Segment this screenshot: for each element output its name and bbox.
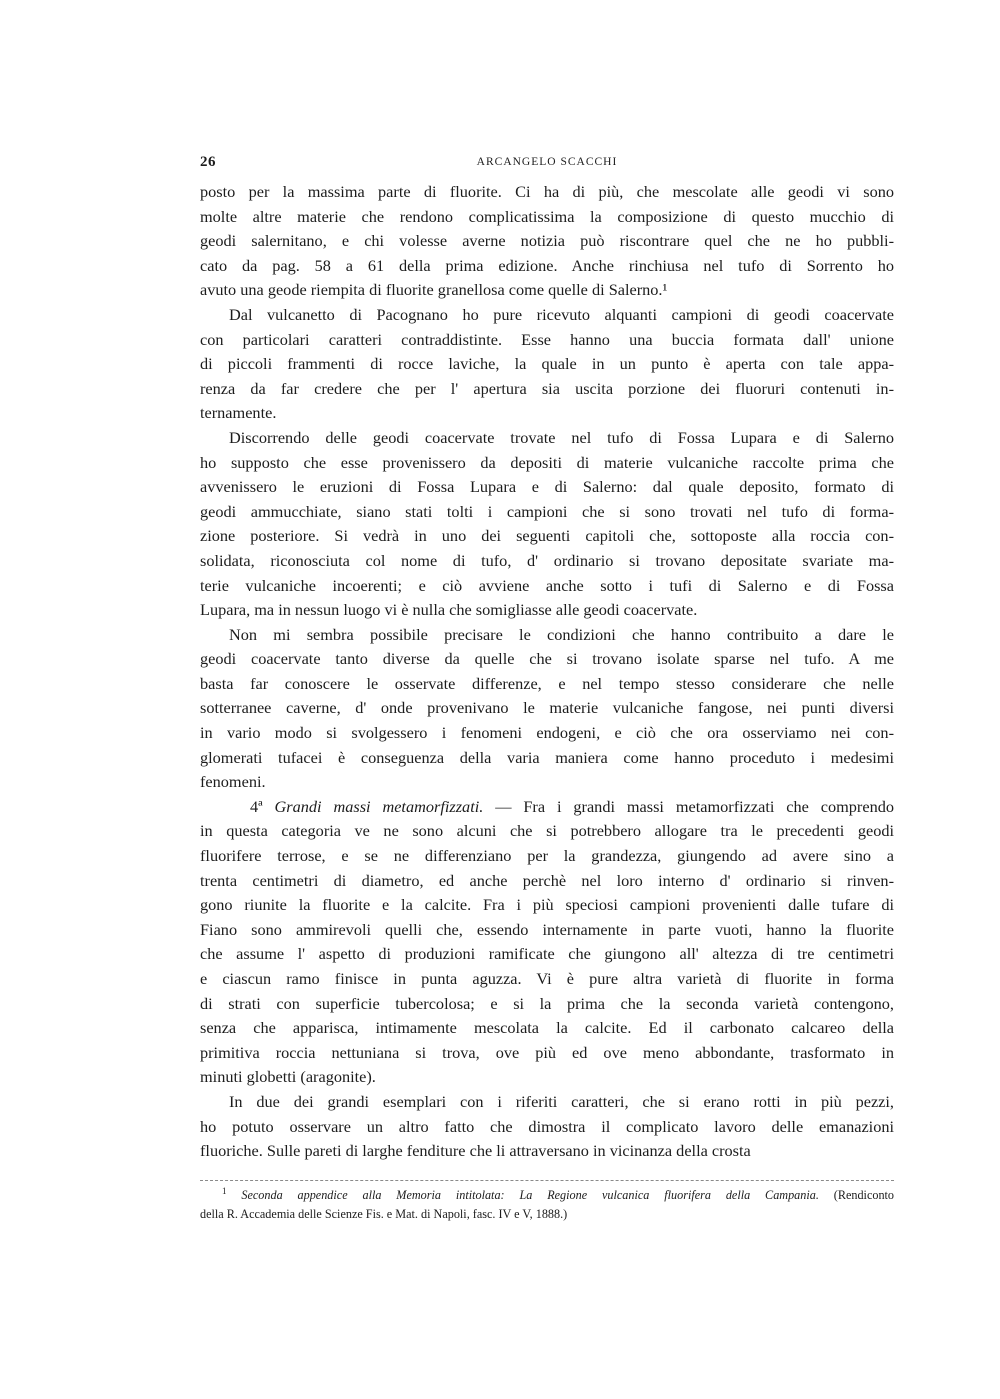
paragraph-line: trenta centimetri di diametro, ed anche perchè nel loro interno d' ordinario si rinven-	[200, 870, 894, 890]
paragraph-line: senza che apparisca, intimamente mescolata la calcite. Ed il carbonato calcareo della	[200, 1018, 894, 1038]
paragraph-line: ho supposto che esse provenissero da depositi di materie vulcaniche raccolte prima che	[200, 452, 894, 472]
paragraph-line: geodi ammucchiate, siano stati tolti i campioni che si sono trovati nel tufo di forma-	[200, 501, 894, 521]
paragraph-line: in questa categoria ve ne sono alcuni che si potrebbero allogare tra le precedenti geodi	[200, 821, 894, 841]
footnote-line: della R. Accademia delle Scienze Fis. e Mat. di Napoli, fasc. IV e V, 1888.)	[200, 1206, 568, 1221]
paragraph-line: Discorrendo delle geodi coacervate trovate nel tufo di Fossa Lupara e di Salerno	[229, 427, 894, 447]
paragraph-line: geodi salernitano, e chi volesse averne notizia può riscontrare quel che ne ho pubbli-	[200, 231, 894, 251]
paragraph-line: fenomeni.	[200, 772, 266, 792]
paragraph-line: Dal vulcanetto di Pacognano ho pure ricevuto alquanti campioni di geodi coacervate	[229, 304, 894, 324]
paragraph-line: primitiva roccia nettuniana si trova, ove più ed ove meno abbondante, trasformato in	[200, 1042, 894, 1062]
paragraph-line: in vario modo si svolgessero i fenomeni endogeni, e ciò che ora osserviamo nei con-	[200, 723, 894, 743]
paragraph-line: cato da pag. 58 a 61 della prima edizione. Anche rinchiusa nel tufo di Sorrento ho	[200, 255, 894, 275]
paragraph-line: Non mi sembra possibile precisare le condizioni che hanno contribuito a dare le	[229, 624, 894, 644]
paragraph-line: e ciascun ramo finisce in punta aguzza. Vi è pure altra varietà di fluorite in forma	[200, 969, 894, 988]
paragraph-line: minuti globetti (aragonite).	[200, 1067, 376, 1087]
footnote-divider	[200, 1180, 894, 1181]
paragraph-line: con particolari caratteri contraddistinte. Esse hanno una buccia formata dall' unione	[200, 329, 894, 349]
paragraph-line: solidata, riconosciuta col nome di tufo, d' ordinario si trovano depositate svariate ma-	[200, 550, 894, 570]
running-header	[200, 154, 894, 174]
paragraph-line: fluoriche. Sulle pareti di larghe fenditure che li attraversano in vicinanza della crosta	[200, 1141, 751, 1161]
paragraph-line: fluorifere terrose, e se ne differenziano per la grandezza, giungendo ad avere sino a	[200, 846, 894, 866]
paragraph-line: sotterranee caverne, d' onde provenivano le materie vulcaniche fangose, nei punti diversi	[200, 698, 894, 718]
footnote	[200, 1186, 894, 1223]
paragraph-line: posto per la massima parte di fluorite. Ci ha di più, che mescolate alle geodi vi sono	[200, 182, 894, 201]
body-text	[200, 180, 894, 1164]
paragraph-line: di strati con superficie tubercolosa; e si la prima che la seconda varietà contengono,	[200, 993, 894, 1013]
running-title: ARCANGELO SCACCHI	[476, 156, 618, 168]
paragraph-line: avvenissero le eruzioni di Fossa Lupara e di Salerno: dal quale deposito, formato di	[200, 477, 894, 497]
paragraph-line: ho potuto osservare un altro fatto che dimostra il complicato lavoro delle emanazioni	[200, 1116, 894, 1136]
paragraph-line: terie vulcaniche incoerenti; e ciò avviene anche sotto i tufi di Salerno e di Fossa	[200, 575, 894, 595]
paragraph-line: ternamente.	[200, 403, 277, 423]
paragraph-line: avuto una geode riempita di fluorite granellosa come quelle di Salerno.¹	[200, 280, 668, 300]
page-number: 26	[200, 154, 216, 170]
paragraph-line: di piccoli frammenti di rocce laviche, la quale in un punto è aperta con tale appa-	[200, 354, 894, 374]
paragraph-line: gono riunite la fluorite e la calcite. Fra i più speciosi campioni provenienti dalle tufare di	[200, 895, 894, 915]
paragraph-line: renza da far credere che per l' apertura sia uscita porzione dei fluoruri contenuti in-	[200, 378, 894, 398]
paragraph-line: glomerati tufacei è conseguenza della varia maniera come hanno proceduto i medesimi	[200, 747, 894, 767]
paragraph-line: basta far conoscere le osservate differenze, e nel tempo stesso considerare che nelle	[200, 673, 894, 693]
paragraph-line: Fiano sono ammirevoli quelli che, essendo internamente in parte vuoti, hanno la fluorite	[200, 919, 894, 939]
paragraph-line: zione posteriore. Si vedrà in uno dei seguenti capitoli che, sottoposte alla roccia con-	[200, 526, 894, 546]
paragraph-line: molte altre materie che rendono complicatissima la composizione di questo mucchio di	[200, 206, 894, 226]
paragraph-line: 4ª Grandi massi metamorfizzati. — Fra i grandi massi metamorfizzati che comprendo	[250, 796, 895, 816]
paragraph-line: geodi coacervate tanto diverse da quelle che si trovano isolate sparse nel tufo. A me	[200, 649, 894, 669]
paragraph-line: che assume l' aspetto di produzioni ramificate che giungono all' altezza di tre centimetri	[200, 944, 894, 964]
paragraph-line: In due dei grandi esemplari con i riferiti caratteri, che si erano rotti in più pezzi,	[229, 1091, 894, 1111]
footnote-line: $^1$ Seconda appendice alla Memoria intitolata: La Regione vulcanica fluorifera della Campania. (Rendiconto	[222, 1185, 895, 1202]
paragraph-line: Lupara, ma in nessun luogo vi è nulla che somigliasse alle geodi coacervate.	[200, 600, 698, 620]
